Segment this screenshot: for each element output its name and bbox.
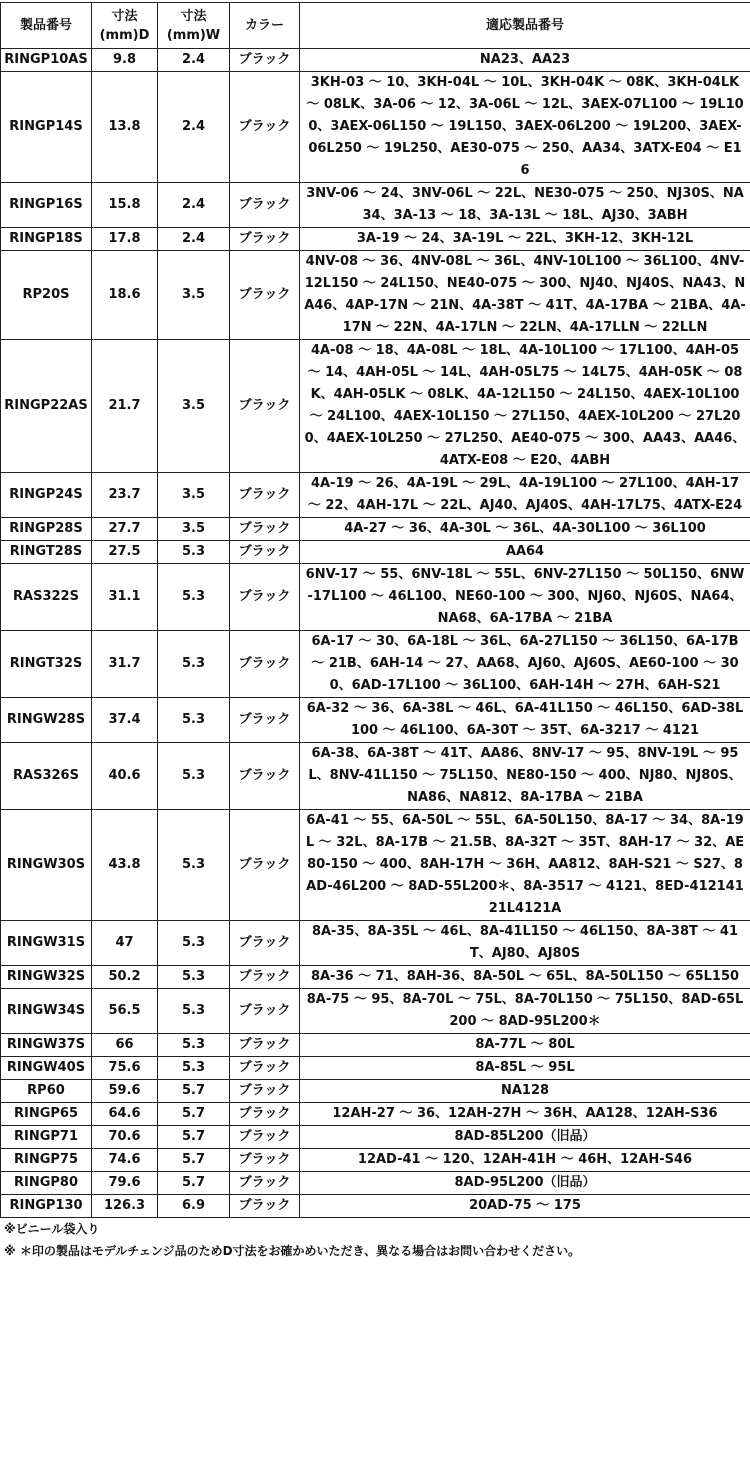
cell-dimension-w: 5.7 [158, 1149, 230, 1172]
cell-product-code: RINGP130 [1, 1195, 92, 1218]
cell-dimension-w: 5.3 [158, 541, 230, 564]
table-row [1, 631, 750, 698]
header-color: カラー [230, 3, 300, 49]
cell-dimension-w: 3.5 [158, 473, 230, 518]
cell-compatible-models: 6A-17 ～ 30、6A-18L ～ 36L、6A-27L150 ～ 36L150、6A-17B ～ 21B、6AH-14 ～ 27、AA68、AJ60、AJ60S、AE60-100 ～ 300、6AD-17L100 ～ 36L100、6AH-14H ～ 27H、6AH-S21 [300, 631, 750, 698]
cell-dimension-d: 15.8 [92, 183, 158, 228]
cell-compatible-models: 8A-35、8A-35L ～ 46L、8A-41L150 ～ 46L150、8A-38T ～ 41T、AJ80、AJ80S [300, 921, 750, 966]
cell-compatible-models: NA128 [300, 1080, 750, 1103]
header-dimension-d [92, 3, 158, 49]
cell-dimension-w: 5.7 [158, 1126, 230, 1149]
cell-product-code: RINGP65 [1, 1103, 92, 1126]
table-row [1, 921, 750, 966]
cell-dimension-w: 5.3 [158, 1057, 230, 1080]
table-body [1, 49, 750, 1218]
cell-color: ブラック [230, 518, 300, 541]
cell-product-code: RINGP80 [1, 1172, 92, 1195]
cell-compatible-models: 8AD-95L200（旧品） [300, 1172, 750, 1195]
cell-dimension-w: 5.7 [158, 1103, 230, 1126]
cell-compatible-models: 3NV-06 ～ 24、3NV-06L ～ 22L、NE30-075 ～ 250、NJ30S、NA34、3A-13 ～ 18、3A-13L ～ 18L、AJ30、3ABH [300, 183, 750, 228]
table-row [1, 1103, 750, 1126]
cell-compatible-models: 6A-32 ～ 36、6A-38L ～ 46L、6A-41L150 ～ 46L150、6AD-38L100 ～ 46L100、6A-30T ～ 35T、6A-3217 ～ 4121 [300, 698, 750, 743]
table-row [1, 1149, 750, 1172]
cell-color: ブラック [230, 1195, 300, 1218]
cell-color: ブラック [230, 1103, 300, 1126]
cell-color: ブラック [230, 1034, 300, 1057]
cell-dimension-w: 5.7 [158, 1080, 230, 1103]
header-d-line2: (mm)D [100, 28, 150, 43]
cell-compatible-models: 4NV-08 ～ 36、4NV-08L ～ 36L、4NV-10L100 ～ 36L100、4NV-12L150 ～ 24L150、NE40-075 ～ 300、NJ40、NJ40S、NA43、NA46、4AP-17N ～ 21N、4A-38T ～ 41T、4A-17BA ～ 21BA、4A-17N ～ 22N、4A-17LN ～ 22LN、4A-17LLN ～ 22LLN [300, 251, 750, 340]
cell-dimension-d: 27.5 [92, 541, 158, 564]
cell-dimension-d: 47 [92, 921, 158, 966]
cell-dimension-d: 17.8 [92, 228, 158, 251]
table-row [1, 1057, 750, 1080]
cell-compatible-models: 8A-85L ～ 95L [300, 1057, 750, 1080]
cell-dimension-w: 5.3 [158, 631, 230, 698]
cell-product-code: RP20S [1, 251, 92, 340]
table-row [1, 564, 750, 631]
cell-product-code: RINGT28S [1, 541, 92, 564]
cell-dimension-d: 79.6 [92, 1172, 158, 1195]
cell-dimension-w: 2.4 [158, 183, 230, 228]
cell-color: ブラック [230, 564, 300, 631]
table-row [1, 1172, 750, 1195]
header-d-line1: 寸法 [111, 9, 137, 24]
cell-product-code: RINGP10AS [1, 49, 92, 72]
cell-compatible-models: 12AD-41 ～ 120、12AH-41H ～ 46H、12AH-S46 [300, 1149, 750, 1172]
header-row [1, 3, 750, 49]
cell-compatible-models: AA64 [300, 541, 750, 564]
cell-color: ブラック [230, 183, 300, 228]
cell-color: ブラック [230, 743, 300, 810]
cell-color: ブラック [230, 1149, 300, 1172]
cell-color: ブラック [230, 473, 300, 518]
cell-dimension-d: 27.7 [92, 518, 158, 541]
cell-dimension-d: 75.6 [92, 1057, 158, 1080]
cell-compatible-models: 4A-19 ～ 26、4A-19L ～ 29L、4A-19L100 ～ 27L100、4AH-17 ～ 22、4AH-17L ～ 22L、AJ40、AJ40S、4AH-17L75、4ATX-E24 [300, 473, 750, 518]
cell-compatible-models: 12AH-27 ～ 36、12AH-27H ～ 36H、AA128、12AH-S36 [300, 1103, 750, 1126]
cell-compatible-models: 8A-77L ～ 80L [300, 1034, 750, 1057]
cell-compatible-models: 6A-38、6A-38T ～ 41T、AA86、8NV-17 ～ 95、8NV-19L ～ 95L、8NV-41L150 ～ 75L150、NE80-150 ～ 400、NJ80、NJ80S、NA86、NA812、8A-17BA ～ 21BA [300, 743, 750, 810]
cell-product-code: RINGP22AS [1, 340, 92, 473]
cell-dimension-d: 9.8 [92, 49, 158, 72]
table-row [1, 49, 750, 72]
table-header [1, 3, 750, 49]
cell-dimension-w: 5.7 [158, 1172, 230, 1195]
cell-dimension-w: 3.5 [158, 518, 230, 541]
cell-color: ブラック [230, 810, 300, 921]
cell-product-code: RP60 [1, 1080, 92, 1103]
cell-dimension-d: 70.6 [92, 1126, 158, 1149]
cell-color: ブラック [230, 966, 300, 989]
cell-product-code: RINGW37S [1, 1034, 92, 1057]
cell-dimension-w: 3.5 [158, 251, 230, 340]
cell-color: ブラック [230, 49, 300, 72]
cell-dimension-d: 59.6 [92, 1080, 158, 1103]
cell-dimension-w: 2.4 [158, 228, 230, 251]
cell-color: ブラック [230, 340, 300, 473]
cell-product-code: RINGT32S [1, 631, 92, 698]
header-w-line1: 寸法 [180, 9, 206, 24]
cell-compatible-models: 8A-75 ～ 95、8A-70L ～ 75L、8A-70L150 ～ 75L150、8AD-65L200 ～ 8AD-95L200＊ [300, 989, 750, 1034]
cell-dimension-d: 43.8 [92, 810, 158, 921]
cell-dimension-w: 6.9 [158, 1195, 230, 1218]
table-row [1, 1034, 750, 1057]
cell-product-code: RINGP75 [1, 1149, 92, 1172]
cell-color: ブラック [230, 1080, 300, 1103]
cell-dimension-w: 5.3 [158, 698, 230, 743]
cell-color: ブラック [230, 1172, 300, 1195]
cell-dimension-d: 31.1 [92, 564, 158, 631]
cell-product-code: RINGP14S [1, 72, 92, 183]
cell-dimension-d: 13.8 [92, 72, 158, 183]
table-row [1, 1195, 750, 1218]
footnote-model-change: ※ ＊印の製品はモデルチェンジ品のためD寸法をお確かめいただき、異なる場合はお問い合わせください。 [4, 1240, 750, 1262]
table-row [1, 340, 750, 473]
cell-color: ブラック [230, 1057, 300, 1080]
cell-product-code: RINGP18S [1, 228, 92, 251]
table-row [1, 810, 750, 921]
cell-product-code: RAS322S [1, 564, 92, 631]
cell-dimension-d: 64.6 [92, 1103, 158, 1126]
table-row [1, 743, 750, 810]
table-row [1, 518, 750, 541]
cell-product-code: RINGW32S [1, 966, 92, 989]
table-row [1, 1126, 750, 1149]
cell-dimension-d: 66 [92, 1034, 158, 1057]
footnote-packaging: ※ビニール袋入り [4, 1218, 750, 1240]
cell-dimension-d: 40.6 [92, 743, 158, 810]
cell-compatible-models: NA23、AA23 [300, 49, 750, 72]
table-row [1, 183, 750, 228]
cell-product-code: RINGW28S [1, 698, 92, 743]
cell-dimension-d: 31.7 [92, 631, 158, 698]
footnotes [0, 1218, 750, 1262]
table-row [1, 1080, 750, 1103]
table-row [1, 251, 750, 340]
cell-compatible-models: 3KH-03 ～ 10、3KH-04L ～ 10L、3KH-04K ～ 08K、3KH-04LK ～ 08LK、3A-06 ～ 12、3A-06L ～ 12L、3AEX-07L100 ～ 19L100、3AEX-06L150 ～ 19L150、3AEX-06L200 ～ 19L200、3AEX-06L250 ～ 19L250、AE30-075 ～ 250、AA34、3ATX-E04 ～ E16 [300, 72, 750, 183]
cell-compatible-models: 8A-36 ～ 71、8AH-36、8A-50L ～ 65L、8A-50L150 ～ 65L150 [300, 966, 750, 989]
cell-dimension-d: 18.6 [92, 251, 158, 340]
cell-color: ブラック [230, 72, 300, 183]
cell-product-code: RINGW30S [1, 810, 92, 921]
header-w-line2: (mm)W [167, 28, 220, 43]
table-row [1, 698, 750, 743]
cell-product-code: RAS326S [1, 743, 92, 810]
cell-color: ブラック [230, 921, 300, 966]
cell-product-code: RINGP24S [1, 473, 92, 518]
header-product-code: 製品番号 [1, 3, 92, 49]
table-row [1, 228, 750, 251]
cell-dimension-d: 37.4 [92, 698, 158, 743]
cell-color: ブラック [230, 698, 300, 743]
cell-compatible-models: 20AD-75 ～ 175 [300, 1195, 750, 1218]
table-row [1, 541, 750, 564]
cell-dimension-d: 126.3 [92, 1195, 158, 1218]
header-compatible-models: 適応製品番号 [300, 3, 750, 49]
cell-dimension-d: 23.7 [92, 473, 158, 518]
cell-product-code: RINGP16S [1, 183, 92, 228]
cell-dimension-w: 5.3 [158, 966, 230, 989]
cell-dimension-w: 5.3 [158, 989, 230, 1034]
table-row [1, 966, 750, 989]
table-row [1, 989, 750, 1034]
cell-color: ブラック [230, 1126, 300, 1149]
cell-color: ブラック [230, 989, 300, 1034]
cell-dimension-w: 5.3 [158, 1034, 230, 1057]
cell-compatible-models: 4A-27 ～ 36、4A-30L ～ 36L、4A-30L100 ～ 36L100 [300, 518, 750, 541]
table-row [1, 72, 750, 183]
cell-dimension-d: 50.2 [92, 966, 158, 989]
cell-color: ブラック [230, 251, 300, 340]
cell-compatible-models: 6A-41 ～ 55、6A-50L ～ 55L、6A-50L150、8A-17 ～ 34、8A-19L ～ 32L、8A-17B ～ 21.5B、8A-32T ～ 35T、8AH-17 ～ 32、AE80-150 ～ 400、8AH-17H ～ 36H、AA812、8AH-S21 ～ S27、8AD-46L200 ～ 8AD-55L200＊、8A-3517 ～ 4121、8ED-41214121L4121A [300, 810, 750, 921]
cell-product-code: RINGP71 [1, 1126, 92, 1149]
cell-dimension-w: 2.4 [158, 49, 230, 72]
table-row [1, 473, 750, 518]
cell-color: ブラック [230, 541, 300, 564]
cell-dimension-w: 5.3 [158, 810, 230, 921]
cell-dimension-w: 2.4 [158, 72, 230, 183]
product-spec-table [0, 2, 750, 1218]
cell-compatible-models: 8AD-85L200（旧品） [300, 1126, 750, 1149]
cell-compatible-models: 3A-19 ～ 24、3A-19L ～ 22L、3KH-12、3KH-12L [300, 228, 750, 251]
cell-product-code: RINGW34S [1, 989, 92, 1034]
cell-product-code: RINGW31S [1, 921, 92, 966]
cell-color: ブラック [230, 631, 300, 698]
cell-dimension-w: 5.3 [158, 743, 230, 810]
cell-dimension-d: 56.5 [92, 989, 158, 1034]
cell-compatible-models: 6NV-17 ～ 55、6NV-18L ～ 55L、6NV-27L150 ～ 50L150、6NW-17L100 ～ 46L100、NE60-100 ～ 300、NJ60、NJ60S、NA64、NA68、6A-17BA ～ 21BA [300, 564, 750, 631]
cell-compatible-models: 4A-08 ～ 18、4A-08L ～ 18L、4A-10L100 ～ 17L100、4AH-05 ～ 14、4AH-05L ～ 14L、4AH-05L75 ～ 14L75、4AH-05K ～ 08K、4AH-05LK ～ 08LK、4A-12L150 ～ 24L150、4AEX-10L100 ～ 24L100、4AEX-10L150 ～ 27L150、4AEX-10L200 ～ 27L200、4AEX-10L250 ～ 27L250、AE40-075 ～ 300、AA43、AA46、4ATX-E08 ～ E20、4ABH [300, 340, 750, 473]
cell-dimension-w: 5.3 [158, 921, 230, 966]
cell-product-code: RINGW40S [1, 1057, 92, 1080]
cell-dimension-d: 21.7 [92, 340, 158, 473]
cell-color: ブラック [230, 228, 300, 251]
header-dimension-w [158, 3, 230, 49]
cell-dimension-w: 5.3 [158, 564, 230, 631]
cell-dimension-d: 74.6 [92, 1149, 158, 1172]
cell-product-code: RINGP28S [1, 518, 92, 541]
cell-dimension-w: 3.5 [158, 340, 230, 473]
